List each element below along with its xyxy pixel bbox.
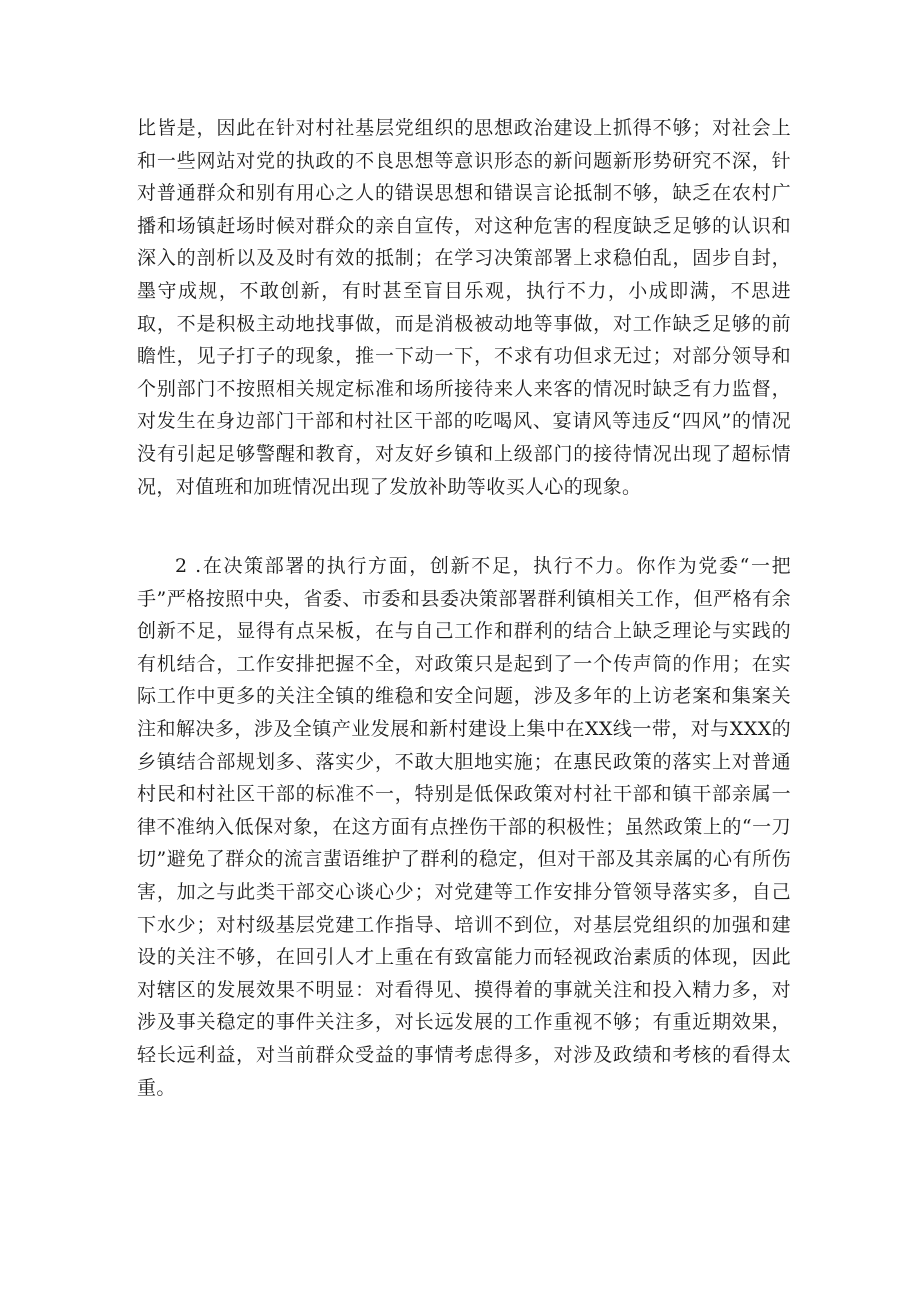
paragraph-2: 2 .在决策部署的执行方面，创新不足，执行不力。你作为党委“一把手”严格按照中央，省委、市委和县委决策部署群利镇相关工作，但严格有余创新不足，显得有点呆板，在与自己工作和群利的结合上缺乏理论与实践的有机结合，工作安排把握不全，对政策只是起到了一个传声筒的作用；在实际工作中更多的关注全镇的维稳和安全问题，涉及多年的上访老案和集案关注和解决多，涉及全镇产业发展和新村建设上集中在XX线一带，对与XXX的乡镇结合部规划多、落实少，不敢大胆地实施；在惠民政策的落实上对普通村民和村社区干部的标准不一，特别是低保政策对村社干部和镇干部亲属一律不准纳入低保对象，在这方面有点挫伤干部的积极性；虽然政策上的“一刀切”避免了群众的流言蜚语维护了群利的稳定，但对干部及其亲属的心有所伤害，加之与此类干部交心谈心少；对党建等工作安排分管领导落实多，自己下水少；对村级基层党建工作指导、培训不到位，对基层党组织的加强和建设的关注不够，在回引人才上重在有致富能力而轻视政治素质的体现，因此对辖区的发展效果不明显：对看得见、摸得着的事就关注和投入精力多，对涉及事关稳定的事件关注多，对长远发展的工作重视不够；有重近期效果，轻长远利益，对当前群众受益的事情考虑得多，对涉及政绩和考核的看得太重。 bbox=[137, 555, 791, 1099]
paragraph-1: 比皆是，因此在针对村社基层党组织的思想政治建设上抓得不够；对社会上和一些网站对党的执政的不良思想等意识形态的新问题新形势研究不深，针对普通群众和别有用心之人的错误思想和错误言论抵制不够，缺乏在农村广播和场镇赶场时候对群众的亲自宣传，对这种危害的程度缺乏足够的认识和深入的剖析以及及时有效的抵制；在学习决策部署上求稳伯乱，固步自封，墨守成规，不敢创新，有时甚至盲目乐观，执行不力，小成即满，不思进取，不是积极主动地找事做，而是消极被动地等事做，对工作缺乏足够的前瞻性，见子打子的现象，推一下动一下，不求有功但求无过；对部分领导和个别部门不按照相关规定标准和场所接待来人来客的情况时缺乏有力监督，对发生在身边部门干部和村社区干部的吃喝风、宴请风等违反“四风”的情况没有引起足够警醒和教育，对友好乡镇和上级部门的接待情况出现了超标情况，对值班和加班情况出现了发放补助等收买人心的现象。 bbox=[137, 117, 791, 498]
